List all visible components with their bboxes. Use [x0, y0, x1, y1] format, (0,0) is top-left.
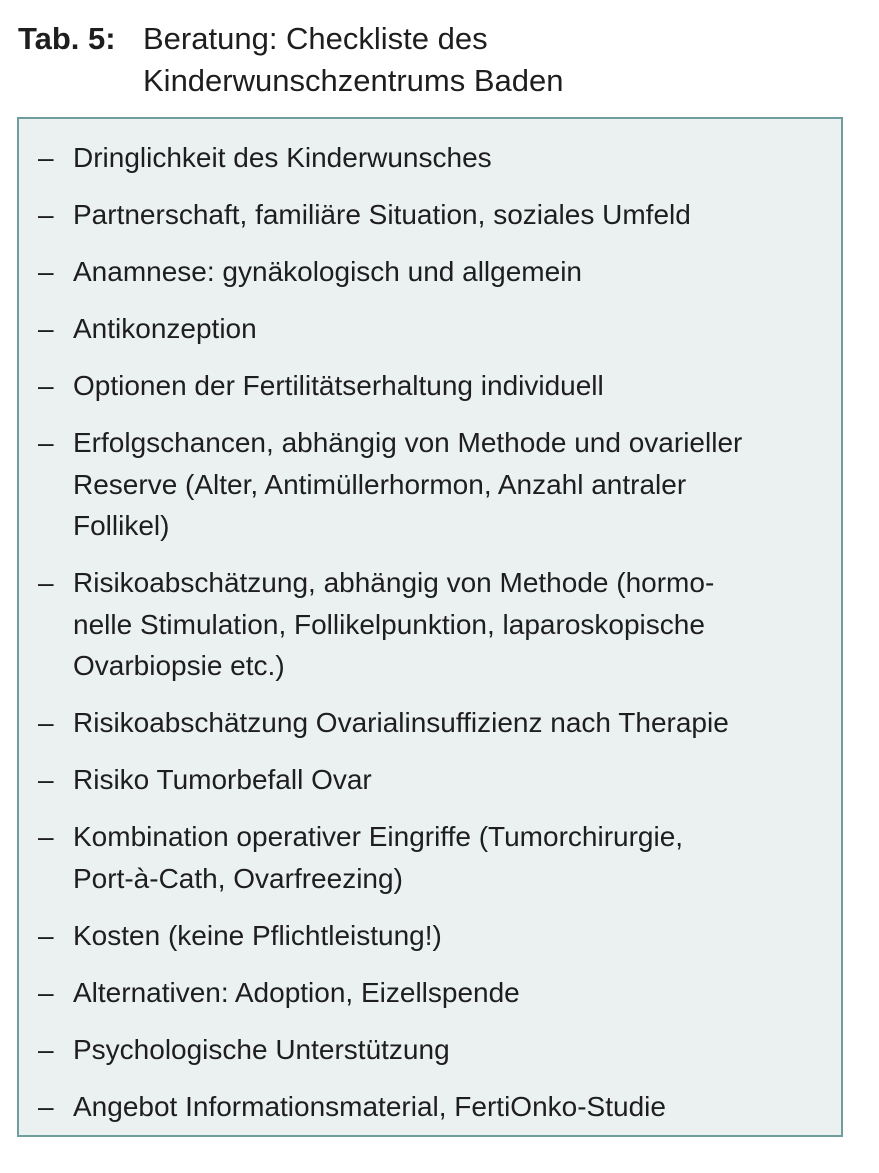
checklist-item-text — [73, 365, 835, 407]
checklist-item — [19, 702, 841, 744]
checklist-item — [19, 137, 841, 179]
checklist-item-line: Alternativen: Adoption, Eizellspende — [73, 976, 520, 1008]
dash-bullet: – — [38, 1090, 54, 1122]
dash-bullet: – — [38, 313, 54, 344]
checklist-item-text — [73, 308, 835, 350]
checklist-item-line: Kombination operativer Eingriffe (Tumorchirurgie, — [73, 821, 684, 852]
checklist-item — [19, 251, 841, 293]
dash-bullet: – — [38, 427, 54, 458]
checklist-item-line: Risikoabschätzung Ovarialinsuffizienz nach Therapie — [73, 707, 729, 738]
checklist-item — [19, 308, 841, 350]
table-number-label: Tab. 5: — [18, 21, 116, 56]
checklist-item — [19, 365, 841, 407]
dash-bullet: – — [38, 370, 54, 401]
checklist-item — [19, 1086, 841, 1128]
dash-bullet: – — [38, 764, 54, 795]
checklist-item — [19, 759, 841, 801]
dash-bullet: – — [38, 976, 54, 1008]
checklist-item-text — [73, 816, 835, 899]
checklist-box — [17, 117, 843, 1137]
checklist-item — [19, 562, 841, 687]
checklist-item-line: Optionen der Fertilitätserhaltung individuell — [73, 370, 604, 401]
dash-bullet: – — [38, 919, 54, 951]
checklist-item-line: Psychologische Unterstützung — [73, 1033, 450, 1065]
checklist-item-line: Ovarbiopsie etc.) — [73, 650, 285, 681]
table-title — [143, 18, 843, 102]
checklist-item — [19, 1029, 841, 1071]
dash-bullet: – — [38, 707, 54, 738]
checklist-item-line: Kosten (keine Pflichtleistung!) — [73, 919, 442, 951]
checklist-item — [19, 422, 841, 547]
checklist-item-text — [73, 759, 835, 801]
checklist-item — [19, 972, 841, 1014]
checklist-item-line: Risikoabschätzung, abhängig von Methode (hormo- — [73, 567, 715, 598]
checklist-item-line: Follikel) — [73, 510, 170, 541]
dash-bullet: – — [38, 142, 54, 173]
checklist-item-text — [73, 1086, 835, 1128]
checklist-item-text — [73, 422, 835, 547]
dash-bullet: – — [38, 567, 54, 598]
checklist-item — [19, 816, 841, 899]
checklist — [19, 119, 841, 1127]
checklist-item-text — [73, 562, 835, 687]
checklist-item-line: Reserve (Alter, Antimüllerhormon, Anzahl antraler — [73, 468, 687, 500]
checklist-item-text — [73, 194, 835, 236]
checklist-item-text — [73, 251, 835, 293]
checklist-item-line: Port-à-Cath, Ovarfreezing) — [73, 862, 403, 894]
dash-bullet: – — [38, 199, 54, 230]
checklist-item-line: Antikonzeption — [73, 313, 257, 344]
checklist-item-line: Partnerschaft, familiäre Situation, soziales Umfeld — [73, 199, 691, 230]
checklist-item — [19, 915, 841, 957]
dash-bullet: – — [38, 256, 54, 287]
checklist-item-line: Angebot Informationsmaterial, FertiOnko-Studie — [73, 1090, 666, 1122]
checklist-item-text — [73, 702, 835, 744]
checklist-item-line: nelle Stimulation, Follikelpunktion, laparoskopische — [73, 608, 705, 640]
checklist-item-text — [73, 972, 835, 1014]
checklist-item-text — [73, 915, 835, 957]
checklist-item-line: Anamnese: gynäkologisch und allgemein — [73, 256, 582, 287]
dash-bullet: – — [38, 1033, 54, 1065]
checklist-item-text — [73, 137, 835, 179]
checklist-item-line: Erfolgschancen, abhängig von Methode und ovarieller — [73, 427, 743, 458]
dash-bullet: – — [38, 821, 54, 852]
checklist-item — [19, 194, 841, 236]
table-title-line: Kinderwunschzentrums Baden — [143, 63, 564, 98]
checklist-item-line: Dringlichkeit des Kinderwunsches — [73, 142, 492, 173]
checklist-item-text — [73, 1029, 835, 1071]
checklist-item-line: Risiko Tumorbefall Ovar — [73, 764, 372, 795]
table-title-line: Beratung: Checkliste des — [143, 21, 488, 56]
